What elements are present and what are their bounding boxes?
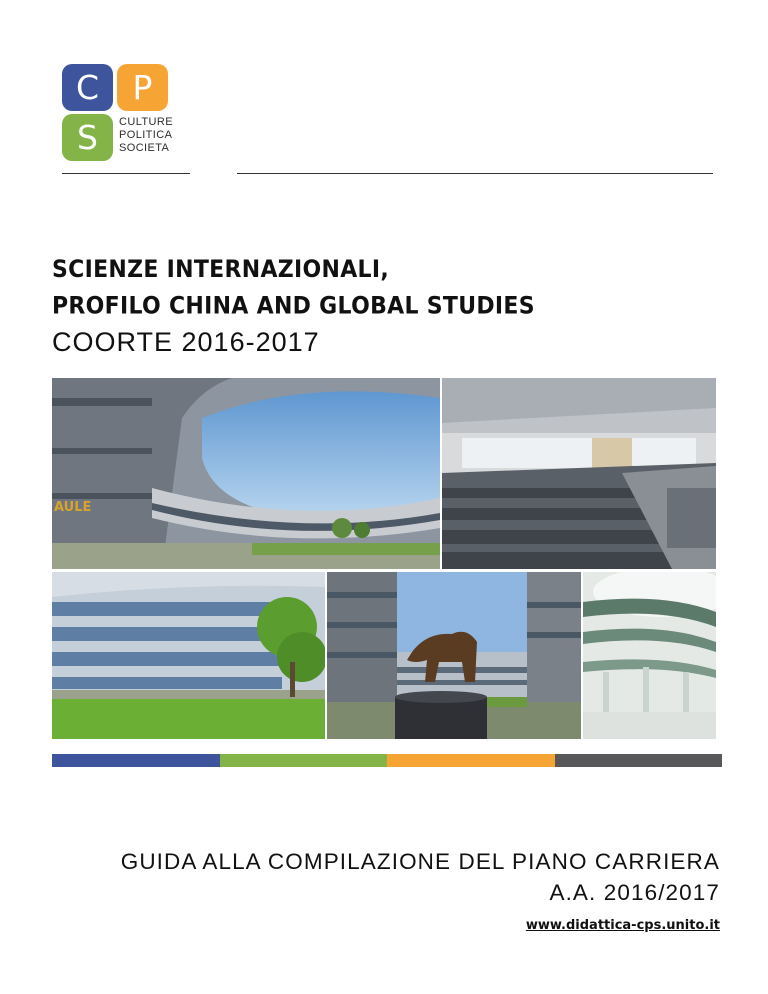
color-band (52, 754, 722, 767)
logo-tile-p (117, 64, 168, 111)
logo-letter-p: P (132, 68, 153, 107)
logo-letter-s: S (77, 118, 98, 157)
logo-tile-c (62, 64, 113, 111)
logo-word-societa: SOCIETA (119, 142, 170, 154)
cps-logo (62, 64, 172, 160)
logo-tile-s (62, 114, 113, 161)
logo-letter-c: C (75, 68, 100, 107)
atrium-interior-photo (583, 572, 716, 739)
band-segment-green (220, 754, 388, 767)
title-line-2: PROFILO CHINA AND GLOBAL STUDIES (52, 293, 535, 321)
header-rule-left (62, 173, 190, 174)
website-link[interactable]: www.didattica-cps.unito.it (525, 918, 720, 933)
campus-courtyard-photo (52, 378, 440, 569)
band-segment-blue (52, 754, 220, 767)
guide-line-1: GUIDA ALLA COMPILAZIONE DEL PIANO CARRIERA (120, 849, 720, 874)
band-segment-orange (387, 754, 555, 767)
logo-word-culture: CULTURE (119, 116, 173, 128)
title-line-1: SCIENZE INTERNAZIONALI, (52, 256, 390, 284)
bull-sculpture-photo (327, 572, 581, 739)
band-segment-gray (555, 754, 723, 767)
cohort-subtitle: COORTE 2016-2017 (52, 327, 320, 357)
lecture-hall-photo (442, 378, 716, 569)
campus-lawn-photo (52, 572, 325, 739)
logo-wordmark (119, 116, 173, 155)
document-title (52, 252, 535, 325)
header-rule-right (237, 173, 713, 174)
logo-word-politica: POLITICA (119, 129, 173, 141)
guide-line-2: A.A. 2016/2017 (549, 880, 720, 905)
guide-title (121, 846, 720, 908)
aule-sign: AULE (54, 500, 92, 515)
